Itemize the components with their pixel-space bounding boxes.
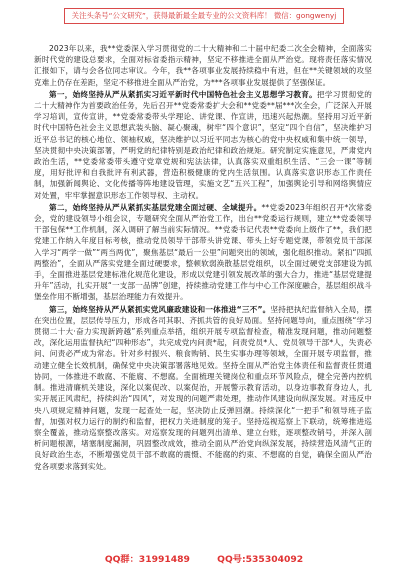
intro-paragraph: 2023年以来，我**党委深入学习贯彻党的二十大精神和二十届中纪委二次全会精神，全面落实新时代党的建设总要求，全面对标省委指示精神，坚定不移推进全面从严治党。现将责任落实情况汇报如下，请与会各位同志审议。今年，我**各项事业发展持续稳中有进，但在**关键领域的攻坚克难上仍存在差距，坚定不移推进全面从严治党，为***各项事业发展提供了坚强保证。 [34,44,372,87]
document-body [34,43,372,472]
qq-group-text: QQ群：31991489 [104,554,190,565]
section-3-heading: 第三，始终坚持从严从紧抓实党风廉政建设和一体推进“三不”。 [49,304,271,314]
qq-number-text: QQ号:535304092 [217,554,304,565]
section-2-paragraph [34,202,372,303]
section-1-body: 把学习贯彻党的二十大精神作为首要政治任务，先后召开**党委常委扩大会和**党委**届***次全会，广泛深入开展学习培训，宣传宣讲，**党委常委带头学理论、讲党课、作宣讲，迅速兴起热潮。坚持用习近平新时代中国特色社会主义思想武装头脑、凝心聚魂，树牢“四个意识”，坚定“四个自信”，坚决维护习近平总书记的核心地位、领袖权威，坚决维护以习近平同志为核心的党中央权威和集中统一领导，坚决贯彻中央决策部署，严明党的纪律特别是政治纪律和政治规矩。研究制定实施意见，严肃党内政治生活，**党委常委带头遵守党章党规和宪法法律，认真落实双重组织生活、“三会一课”等制度，用好批评和自我批评有利武器，营造积极健康的党内生活氛围。认真落实意识形态工作责任制，加强新闻舆论、文化传播等阵地建设管理，实施文艺“五兴工程”，加强舆论引导和网络舆情应对处置，牢牢掌握意识形态工作领导权、主动权。 [34,89,372,200]
section-2-heading: 第二，始终坚持从严从紧抓实基层党建全面过硬、全域提升。 [49,202,262,212]
top-banner: 关注头条号“公文研究”，获得最新最全最专业的公文资料库！ 微信：gongwenyj [64,8,344,24]
section-1-paragraph [34,89,372,201]
contact-footer [0,551,408,565]
section-2-body: **党委2023年组织召开*次常委会，党的建设领导小组会议，专题研究全面从严治党工作，出台**党委运行规则，建立**党委领导干部包保**工作机制，深入调研了解当前实际情况。**党委书记代表**党委向上级作了**，我们把党建工作纳入年度目标考核，推动党员领导干部带头讲党课、带头上好专题党课，带领党员干部深入学习“两学一做”“两当两优”，聚焦基层“最后一公里”问题突出的领域，强化组织推动。紧扣“四抓两整治”，全面从严落实党建全面过硬要求，整顿软弱涣散基层党组织，以全面过硬党支部建设为抓手，全面推进基层党建标准化规范化建设，形成以党建引领发展改革的强大合力，推进“基层党建提升年”活动，扎实开展“一支部一品牌”创建，持续推动党建工作与中心工作深度融合，基层组织战斗堡垒作用不断增强，基层治理能力有效提升。 [34,202,372,302]
section-1-heading: 第一，始终坚持从严从紧抓实习近平新时代中国特色社会主义思想学习教育。 [49,89,317,99]
section-3-body: 坚持把执纪监督纳入全局，摆在突出位置，层层传导压力，形成各司其职、齐抓共管的良好局面。坚持问题导向，重点围绕“学习贯彻二十大·奋力实现新跨越”系列重点举措，组织开展专项监督检查，精准发现问题，推动问题整改，深化运用监督执纪“四种形态”，共完成党内问责*起，问责党员*人、党员领导干部*人，失责必问、问责必严成为常态。针对乡村振兴、粮食购销、民生实事办理等领域，全面开展专项监督，推动建立健全长效机制，确保党中央决策部署落地见效。坚持全面从严治党主体责任和监督责任贯通协同，一体推进不敢腐、不能腐、不想腐。全面梳理关键岗位和重点环节风险点，健全完善内控机制。推进清廉机关建设，深化以案促改、以案促治，开展警示教育活动，以身边事教育身边人，扎实开展正风肃纪，持续纠治“四风”，对发现的问题严肃处理，推动作风建设向纵深发展。对违反中央八项规定精神问题，发现一起查处一起，坚决防止反弹回潮。持续深化“一把手”和领导班子监督，加强对权力运行的制约和监督，把权力关进制度的笼子。坚持巡视巡察上下联动，统筹推进巡察全覆盖，推动巡察整改落实。对巡察发现的问题列出清单、建立台账，逐项整改销号，并深入剖析问题根源，堵塞制度漏洞，巩固整改成效，推动全面从严治党向纵深发展，持续营造风清气正的良好政治生态，不断增强党员干部不敢腐的震慑、不能腐的约束、不想腐的自觉，确保全面从严治党各项要求落到实处。 [34,304,372,471]
section-3-paragraph [34,304,372,472]
